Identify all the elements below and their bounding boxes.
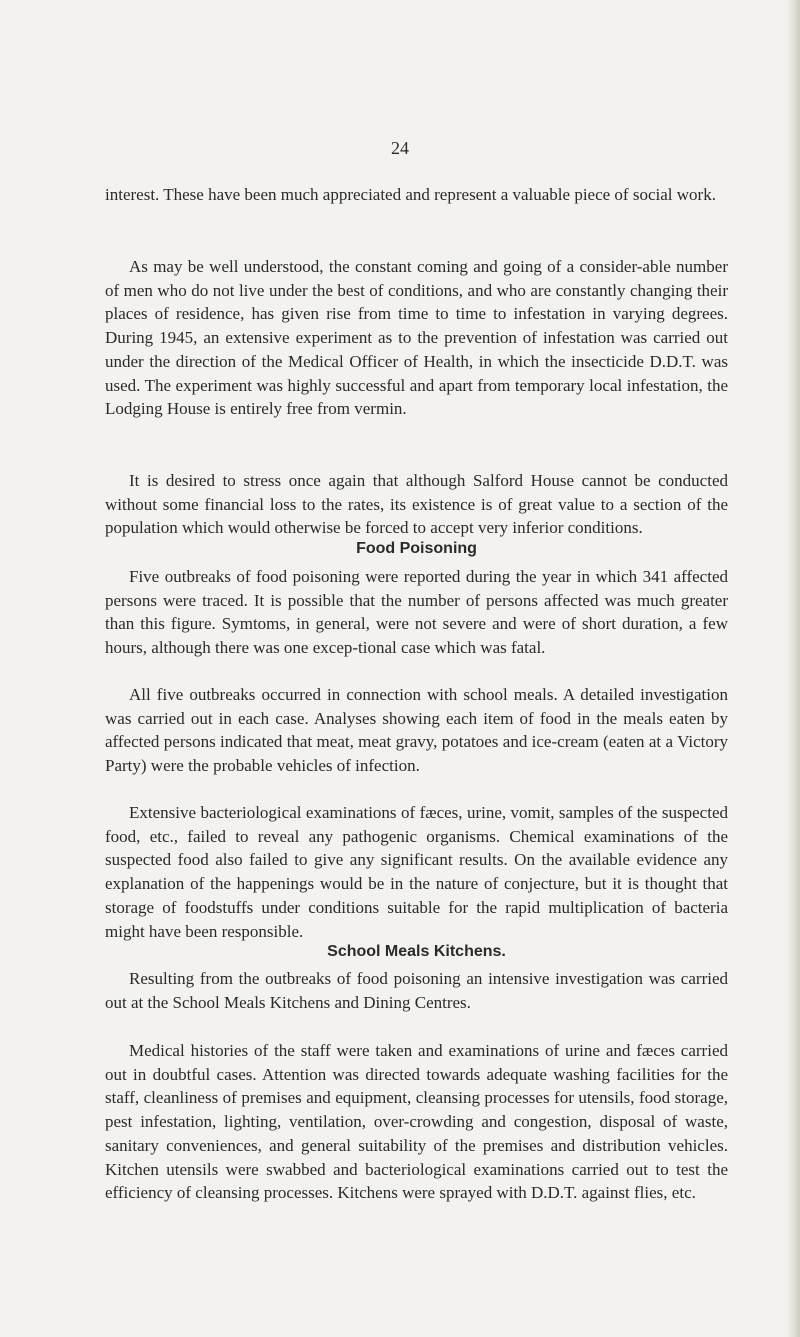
paragraph-bacteriological: Extensive bacteriological examinations of fæces, urine, vomit, samples of the suspected food, etc., failed to reveal any pathogenic organisms. Chemical examinations of the suspected food also failed to give any significant results. On the available evidence any explanation of the happenings would be in the nature of conjecture, but it is thought that storage of foodstuffs under conditions suitable for the rapid multiplication of bacteria might have been responsible. [105,803,728,941]
paragraph-resulting: Resulting from the outbreaks of food poisoning an intensive investigation was carried out at the School Meals Kitchens and Dining Centres. [105,969,728,1012]
heading-food-poisoning: Food Poisoning [356,540,477,557]
paragraph-outbreaks: Five outbreaks of food poisoning were reported during the year in which 341 affected persons were traced. It is possible that the number of persons affected was much greater than this figure. Symtoms, in general, were not severe and were of short duration, a few hours, although there was one excep-tional case which was fatal. [105,567,728,658]
paragraph-school-meals: All five outbreaks occurred in connection with school meals. A detailed investigation was carried out in each case. Analyses showing each item of food in the meals eaten by affected persons indicated that meat, meat gravy, potatoes and ice-cream (eaten at a Victory Party) were the probable vehicles of infection. [105,685,728,776]
page-edge-shadow [786,0,800,1337]
page-number: 24 [391,138,409,158]
paragraph-medical-histories: Medical histories of the staff were taken and examinations of urine and fæces carried out in doubtful cases. Attention was directed towards adequate washing facilities for the staff, cleanliness of premises and equipment, cleansing processes for utensils, food storage, pest infestation, lighting, ventilation, over-crowding and congestion, disposal of waste, sanitary conveniences, and general suitability of the premises and distribution vehicles. Kitchen utensils were swabbed and bacteriological examinations carried out to test the efficiency of cleansing processes. Kitchens were sprayed with D.D.T. against flies, etc. [105,1041,728,1203]
heading-school-meals-kitchens: School Meals Kitchens. [327,943,506,960]
paragraph-infestation: As may be well understood, the constant coming and going of a consider-able number of men who do not live under the best of conditions, and who are constantly changing their places of residence, has given rise from time to time to infestation in varying degrees. During 1945, an extensive experiment as to the prevention of infestation was carried out under the direction of the Medical Officer of Health, in which the insecticide D.D.T. was used. The experiment was highly successful and apart from temporary local infestation, the Lodging House is entirely free from vermin. [105,257,728,419]
paragraph-continuation: interest. These have been much appreciated and represent a valuable piece of social work. [105,185,716,204]
paragraph-salford-house: It is desired to stress once again that although Salford House cannot be conducted without some financial loss to the rates, its existence is of great value to a section of the population which would otherwise be forced to accept very inferior conditions. [105,471,728,538]
